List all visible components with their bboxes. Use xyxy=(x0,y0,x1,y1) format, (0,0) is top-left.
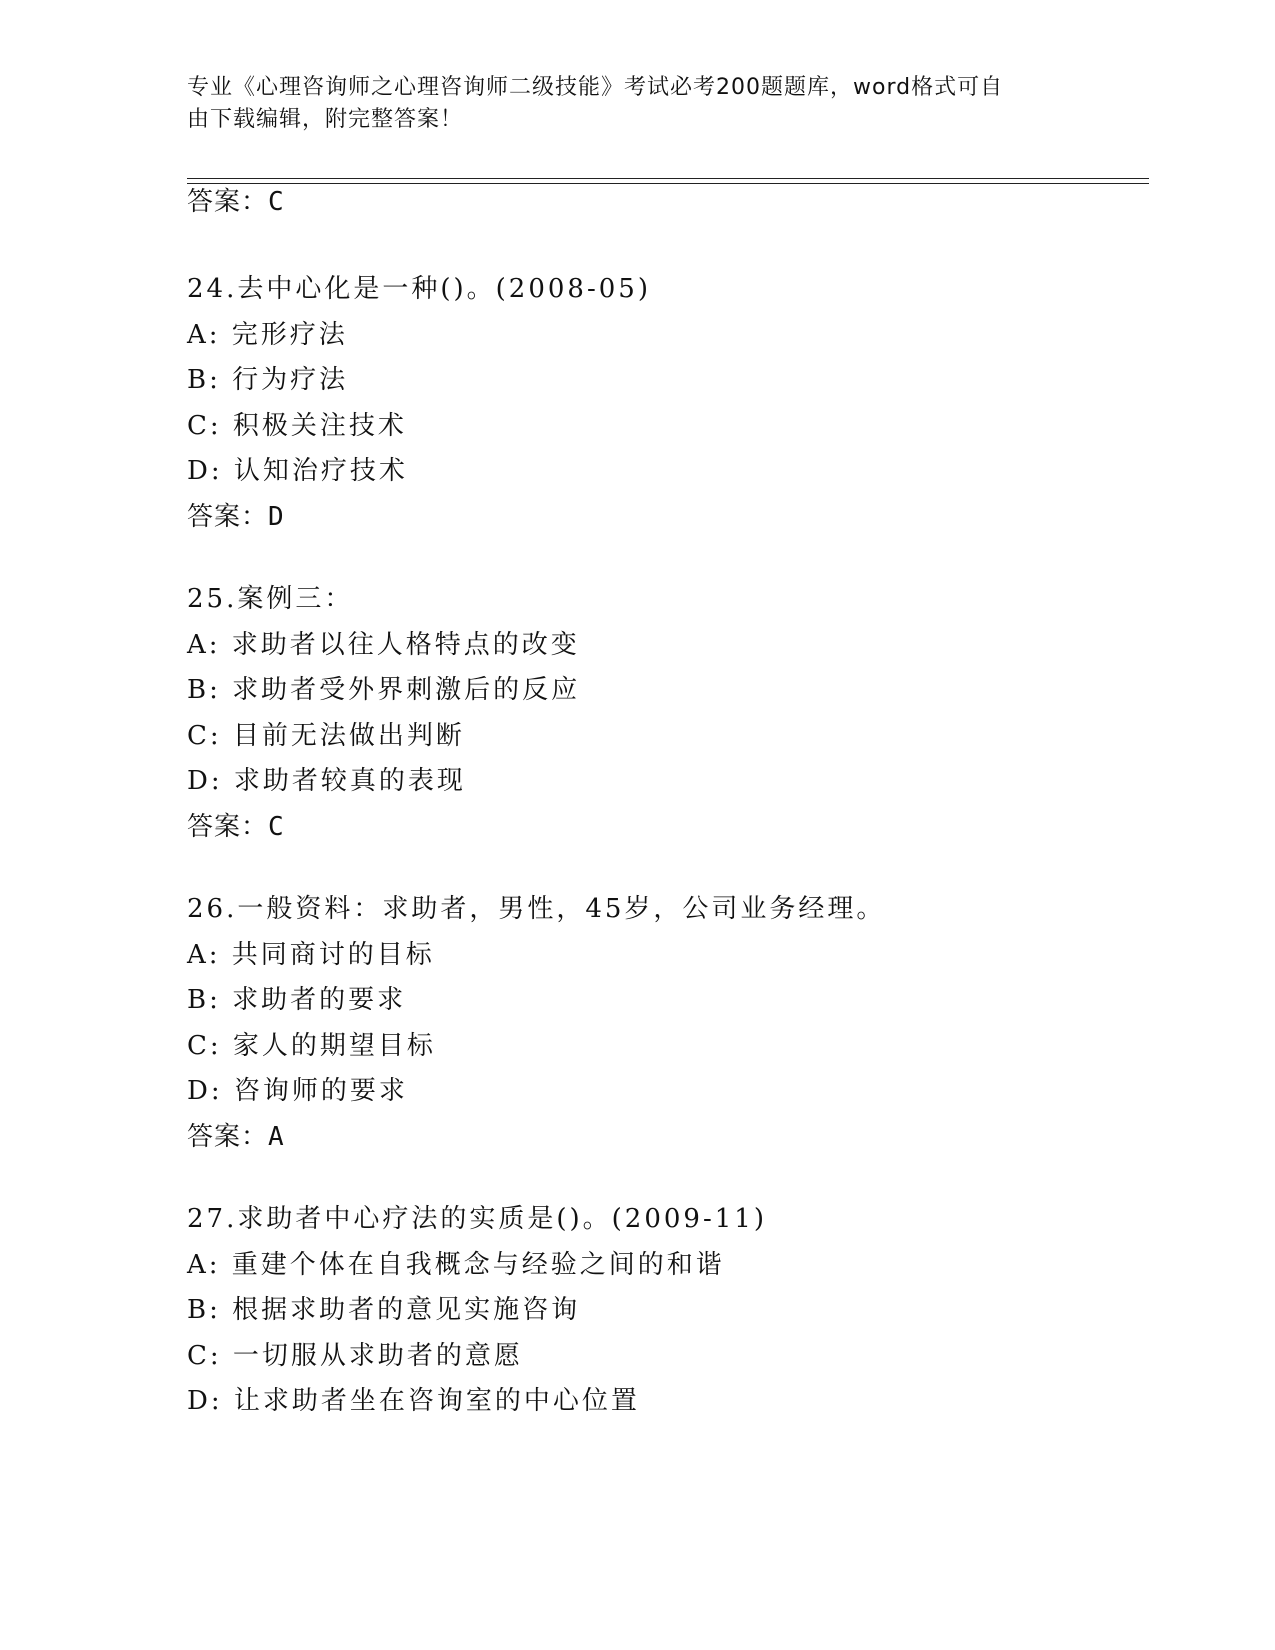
answer-value: D xyxy=(268,501,285,532)
option-b: B: 行为疗法 xyxy=(187,365,349,395)
answer-value: C xyxy=(268,187,285,217)
option-b: B: 求助者受外界刺激后的反应 xyxy=(187,675,581,705)
option-c: C: 目前无法做出判断 xyxy=(187,720,465,751)
answer-label: 答案： xyxy=(187,501,269,532)
question-text: 26.一般资料：求助者，男性，45岁，公司业务经理。 xyxy=(187,894,886,924)
option-c: C: 家人的期望目标 xyxy=(187,1030,436,1061)
option-d: D: 让求助者坐在咨询室的中心位置 xyxy=(187,1386,640,1416)
answer-label: 答案： xyxy=(187,187,269,217)
answer-label: 答案： xyxy=(187,811,269,842)
option-d: D: 求助者较真的表现 xyxy=(187,766,466,796)
header-line-2: 由下载编辑，附完整答案！ xyxy=(187,107,464,132)
option-d: D: 咨询师的要求 xyxy=(187,1076,408,1106)
previous-answer xyxy=(187,180,1187,226)
option-a: A: 完形疗法 xyxy=(187,319,348,350)
option-b: B: 根据求助者的意见实施咨询 xyxy=(187,1295,581,1325)
option-a: A: 重建个体在自我概念与经验之间的和谐 xyxy=(187,1249,725,1280)
page-header xyxy=(187,72,1067,136)
option-b: B: 求助者的要求 xyxy=(187,985,407,1015)
option-c: C: 一切服从求助者的意愿 xyxy=(187,1340,523,1371)
option-a: A: 共同商讨的目标 xyxy=(187,939,435,970)
answer-value: A xyxy=(268,1121,285,1152)
question-26 xyxy=(187,887,1187,1160)
question-text: 27.求助者中心疗法的实质是()。(2009-11) xyxy=(187,1204,767,1234)
question-text: 24.去中心化是一种()。(2008-05) xyxy=(187,274,651,304)
option-c: C: 积极关注技术 xyxy=(187,410,407,441)
option-a: A: 求助者以往人格特点的改变 xyxy=(187,629,580,660)
header-divider-top xyxy=(187,178,1149,179)
answer-line xyxy=(187,495,1187,541)
question-24 xyxy=(187,267,1187,540)
answer-line xyxy=(187,805,1187,851)
option-d: D: 认知治疗技术 xyxy=(187,456,408,486)
question-27 xyxy=(187,1197,1187,1425)
answer-label: 答案： xyxy=(187,1121,269,1152)
header-line-1: 专业《心理咨询师之心理咨询师二级技能》考试必考200题题库，word格式可自 xyxy=(187,75,1004,100)
question-text: 25.案例三： xyxy=(187,584,354,614)
question-25 xyxy=(187,577,1187,850)
answer-line xyxy=(187,1115,1187,1161)
answer-value: C xyxy=(268,811,285,842)
